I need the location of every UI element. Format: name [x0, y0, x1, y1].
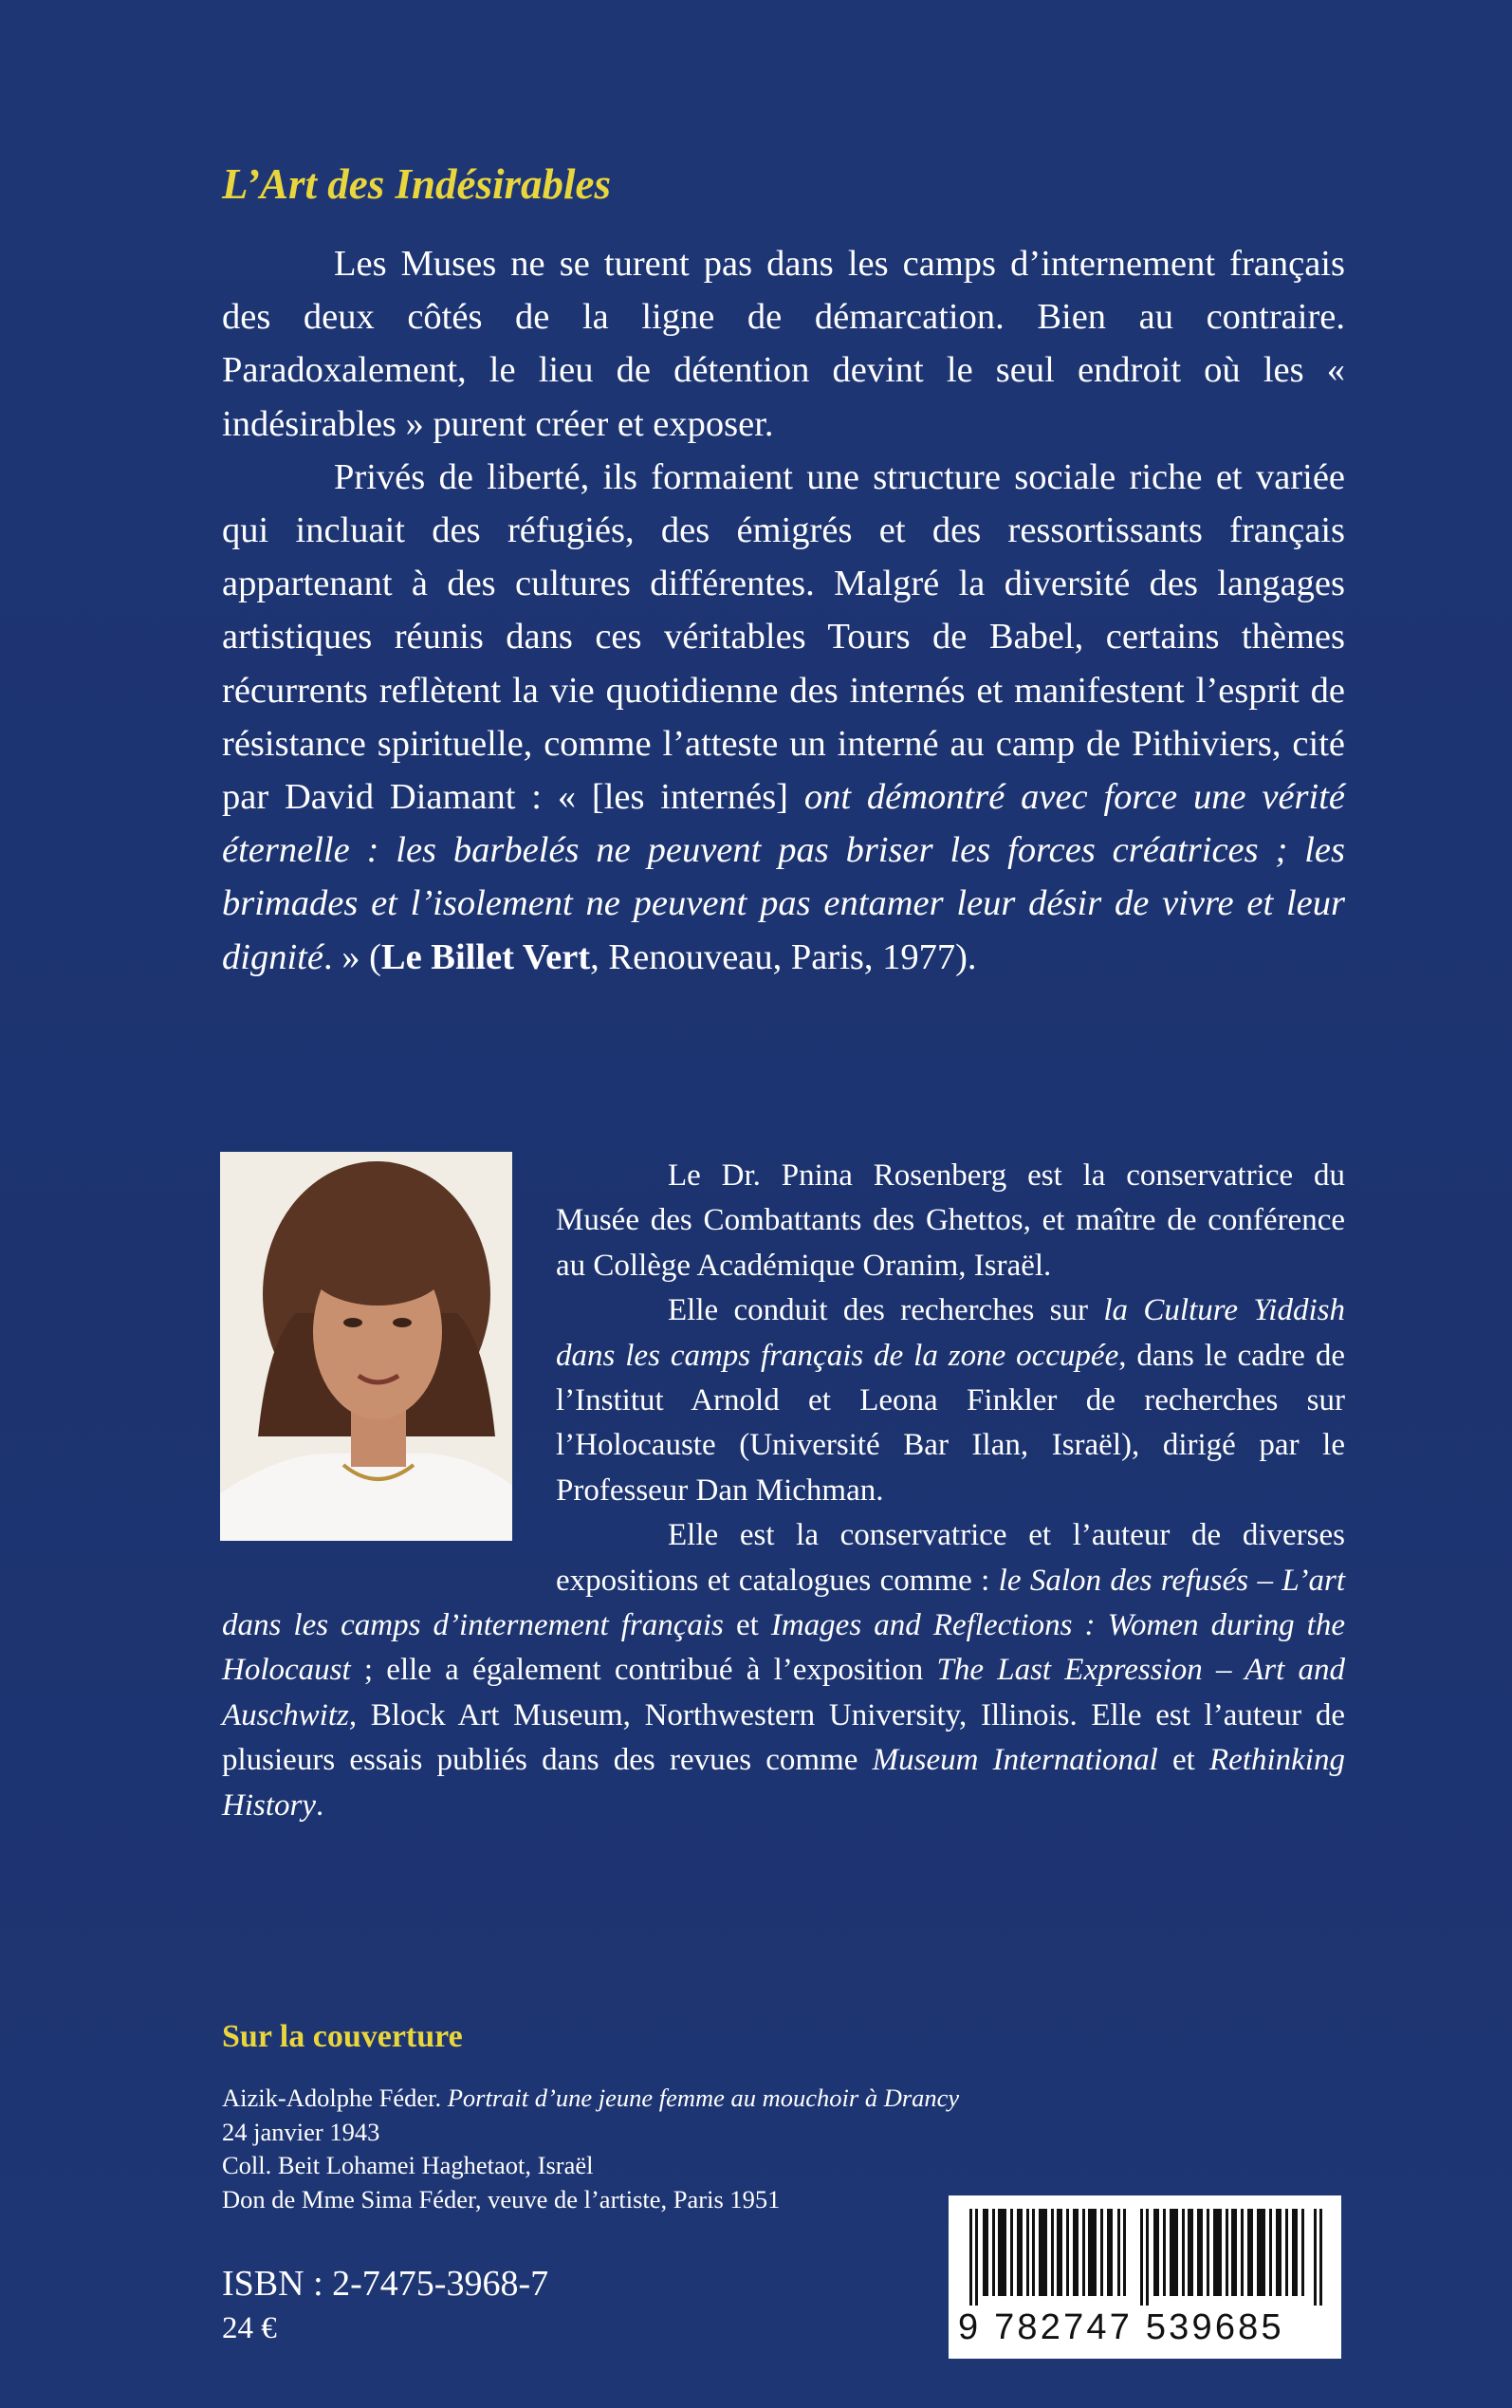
exhibition-title: The Last Expression – Art and Auschwitz,: [222, 1653, 1345, 1732]
cover-credit-line: Coll. Beit Lohamei Haghetaot, Israël: [222, 2151, 594, 2179]
barcode: [949, 2195, 1341, 2359]
bio-paragraph: Le Dr. Pnina Rosenberg est la conservatrice du Musée des Combattants des Ghettos, et maître de conférence au Collège Académique Oranim, Israël.: [556, 1158, 1345, 1283]
bio-text-run: Block Art Museum, Northwestern University, Illinois. Elle est l’auteur de plusieurs essais publiés dans des revues comme: [222, 1697, 1345, 1778]
bio-text-run: .: [316, 1787, 324, 1823]
summary-paragraph: Les Muses ne se turent pas dans les camps d’internement français des deux côtés de la ligne de démarcation. Bien au contraire. Paradoxalement, le lieu de détention devint le seul endroit où les « indésirables » purent créer et exposer.: [222, 244, 1345, 444]
journal-title: Rethinking History: [222, 1743, 1345, 1823]
cover-credit-line: 24 janvier 1943: [222, 2117, 380, 2146]
summary-text-run: . » (: [323, 936, 381, 977]
exhibition-title: le Salon des refusés – L’art dans les camps d’internement français: [222, 1563, 1345, 1643]
research-topic: la Culture Yiddish dans les camps français de la zone occupée: [556, 1293, 1345, 1373]
bio-text-run: Elle est la conservatrice et l’auteur de diverses expositions et catalogues comme :: [556, 1518, 1345, 1598]
bio-text-run: , dans le cadre de l’Institut Arnold et Leona Finkler de recherches sur l’Holocauste (Université Bar Ilan, Israël), dirigé par le Professeur Dan Michman.: [556, 1338, 1345, 1508]
summary-text: [222, 237, 1345, 984]
summary-text-run: Privés de liberté, ils formaient une structure sociale riche et variée qui incluait des réfugiés, des émigrés et des ressortissants français appartenant à des cultures différentes. Malgré la diversité des langages artistiques réunis dans ces véritables Tours de Babel, certains thèmes récurrents reflètent la vie quotidienne des internés et manifestent l’esprit de résistance spirituelle, comme l’atteste un interné au camp de Pithiviers, cité par David Diamant : « [les internés]: [222, 456, 1345, 818]
journal-title: Museum International: [872, 1743, 1158, 1778]
bio-text-run: Elle conduit des recherches sur: [668, 1293, 1104, 1328]
summary-text-run: , Renouveau, Paris, 1977).: [590, 936, 977, 977]
cover-credits: [222, 2082, 1076, 2216]
bio-text-run: et: [723, 1608, 771, 1643]
cover-credits-heading: Sur la couverture: [222, 2019, 463, 2054]
bio-text-run: ; elle a également contribué à l’exposition: [350, 1653, 937, 1688]
barcode-bars: [969, 2209, 1322, 2306]
artwork-title: Portrait d’une jeune femme au mouchoir à Drancy: [447, 2084, 960, 2112]
photo-spacer: [222, 1154, 556, 1585]
cover-credit-line: Don de Mme Sima Féder, veuve de l’artiste, Paris 1951: [222, 2184, 781, 2214]
isbn-label: ISBN : 2-7475-3968-7: [222, 2264, 549, 2304]
cover-credit-line: [222, 2082, 1076, 2116]
bio-text-run: et: [1157, 1743, 1210, 1778]
price-label: 24 €: [222, 2311, 277, 2345]
exhibition-title: Images and Reflections : Women during the Holocaust: [222, 1608, 1345, 1688]
barcode-number: 9 782747 539685: [958, 2307, 1284, 2347]
internee-quote: ont démontré avec force une vérité éternelle : les barbelés ne peuvent pas briser les forces créatrices ; les brimades et l’isolement ne peuvent pas entamer leur désir de vivre et leur dignité: [222, 777, 1346, 977]
summary-paragraph: [222, 451, 1345, 984]
author-biography: [222, 1154, 1345, 1828]
artist-name: Aizik-Adolphe Féder.: [222, 2084, 448, 2112]
cited-book-title: Le Billet Vert: [380, 936, 591, 977]
book-title: L’Art des Indésirables: [222, 160, 612, 208]
